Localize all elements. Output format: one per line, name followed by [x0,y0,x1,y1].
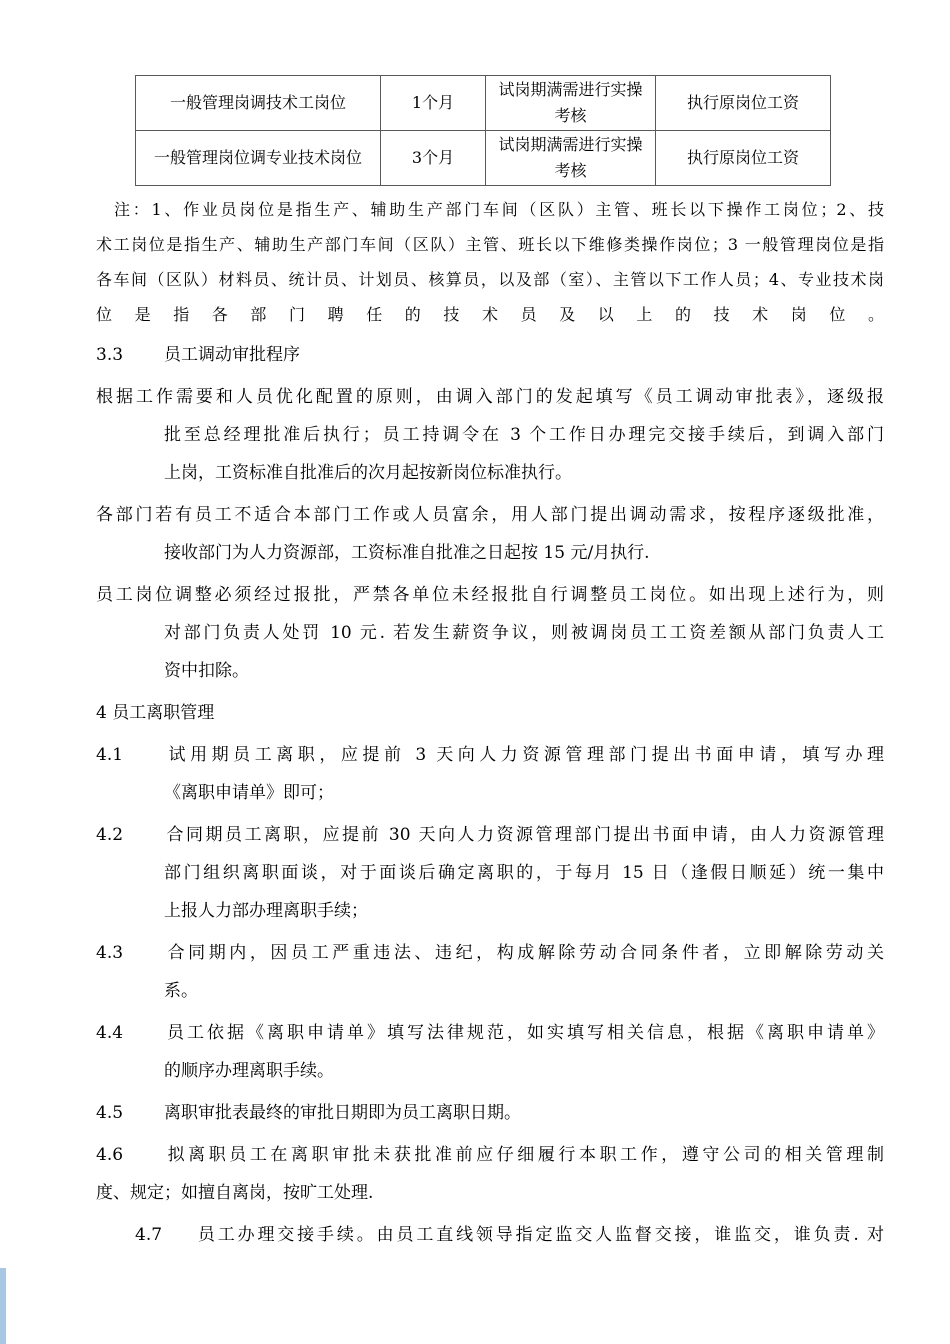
clause-line-4.7 [96,1216,884,1254]
clause-line-3.3 [96,336,884,374]
line-text: 系。 [164,981,198,1001]
table-cell: 执行原岗位工资 [656,131,831,186]
note-line: 注：1、作业员岗位是指生产、辅助生产部门车间（区队）主管、班长以下操作工岗位；2、技 [114,200,884,219]
line-text: 接收部门为人力资源部，工资标准自批准之日起按 15 元/月执行. [164,543,650,563]
text-line [96,378,884,416]
clause-number: 4.5 [96,1103,124,1123]
text-line [96,854,884,892]
transfer-table [135,75,831,186]
line-text: 员工办理交接手续。由员工直线领导指定监交人监督交接，谁监交，谁负责. 对 [195,1225,884,1245]
text-line [96,1052,884,1090]
line-text: 各部门若有员工不适合本部门工作或人员富余，用人部门提出调动需求，按程序逐级批准， [96,505,884,525]
line-text: 上报人力部办理离职手续； [164,901,368,921]
table-row [136,76,831,131]
note-block [96,192,884,332]
line-text: 员工依据《离职申请单》填写法律规范，如实填写相关信息，根据《离职申请单》 [164,1023,884,1043]
table-cell: 试岗期满需进行实操考核 [486,131,656,186]
text-line [96,892,884,930]
table-row [136,131,831,186]
line-text: 部门组织离职面谈，对于面谈后确定离职的，于每月 15 日（逢假日顺延）统一集中 [164,863,884,883]
window-edge-artifact [0,1268,6,1344]
text-line [96,496,884,534]
line-text: 离职审批表最终的审批日期即为员工离职日期。 [164,1103,521,1123]
line-text: 度、规定；如擅自离岗，按旷工处理. [96,1183,374,1203]
note-line: 各车间（区队）材料员、统计员、计划员、核算员，以及部（室）、主管以下工作人员；4、专业技术岗 [96,270,884,289]
clause-line-4.3 [96,934,884,972]
text-line [96,534,884,572]
clause-number: 4.1 [96,745,124,765]
table-cell: 执行原岗位工资 [656,76,831,131]
line-text: 资中扣除。 [164,661,249,681]
note-line: 位是指各部门聘任的技术员及以上的技术岗位。 [96,305,884,324]
table-cell: 试岗期满需进行实操考核 [486,76,656,131]
note-line: 术工岗位是指生产、辅助生产部门车间（区队）主管、班长以下维修类操作岗位；3 一般管理岗位是指 [96,235,884,254]
clause-number: 4.7 [135,1225,163,1245]
clause-line-4.4 [96,1014,884,1052]
body-block [96,336,884,1254]
text-line [96,694,884,732]
clause-line-4.6 [96,1136,884,1174]
line-text: 员工调动审批程序 [164,345,300,365]
line-text: 拟离职员工在离职审批未获批准前应仔细履行本职工作，遵守公司的相关管理制 [164,1145,884,1165]
line-text: 合同期内，因员工严重违法、违纪，构成解除劳动合同条件者，立即解除劳动关 [164,943,884,963]
text-line [96,576,884,614]
line-text: 试用期员工离职，应提前 3 天向人力资源管理部门提出书面申请，填写办理 [164,745,884,765]
clause-number: 4.6 [96,1145,124,1165]
clause-number: 3.3 [96,345,124,365]
clause-number: 4.4 [96,1023,124,1043]
text-line [96,416,884,454]
line-text: 批至总经理批准后执行；员工持调令在 3 个工作日办理完交接手续后，到调入部门 [164,425,884,445]
clause-number: 4.3 [96,943,124,963]
table-cell: 一般管理岗位调专业技术岗位 [136,131,381,186]
transfer-table-body [136,76,831,186]
line-text: 4 员工离职管理 [96,703,215,723]
clause-line-4.5 [96,1094,884,1132]
text-line [96,1174,884,1212]
line-text: 上岗，工资标准自批准后的次月起按新岗位标准执行。 [164,463,572,483]
line-text: 员工岗位调整必须经过报批，严禁各单位未经报批自行调整员工岗位。如出现上述行为，则 [96,585,884,605]
line-text: 对部门负责人处罚 10 元. 若发生薪资争议，则被调岗员工工资差额从部门负责人工 [164,623,884,643]
line-text: 《离职申请单》即可； [164,783,334,803]
clause-line-4.2 [96,816,884,854]
text-line [96,614,884,652]
text-line [96,652,884,690]
text-line [96,972,884,1010]
text-line [96,454,884,492]
line-text: 合同期员工离职，应提前 30 天向人力资源管理部门提出书面申请，由人力资源管理 [164,825,884,845]
table-cell: 1个月 [381,76,486,131]
clause-number: 4.2 [96,825,124,845]
line-text: 的顺序办理离职手续。 [164,1061,334,1081]
text-line [96,774,884,812]
table-cell: 3个月 [381,131,486,186]
document-page [96,75,884,1254]
table-cell: 一般管理岗调技术工岗位 [136,76,381,131]
line-text: 根据工作需要和人员优化配置的原则，由调入部门的发起填写《员工调动审批表》，逐级报 [96,387,884,407]
clause-line-4.1 [96,736,884,774]
